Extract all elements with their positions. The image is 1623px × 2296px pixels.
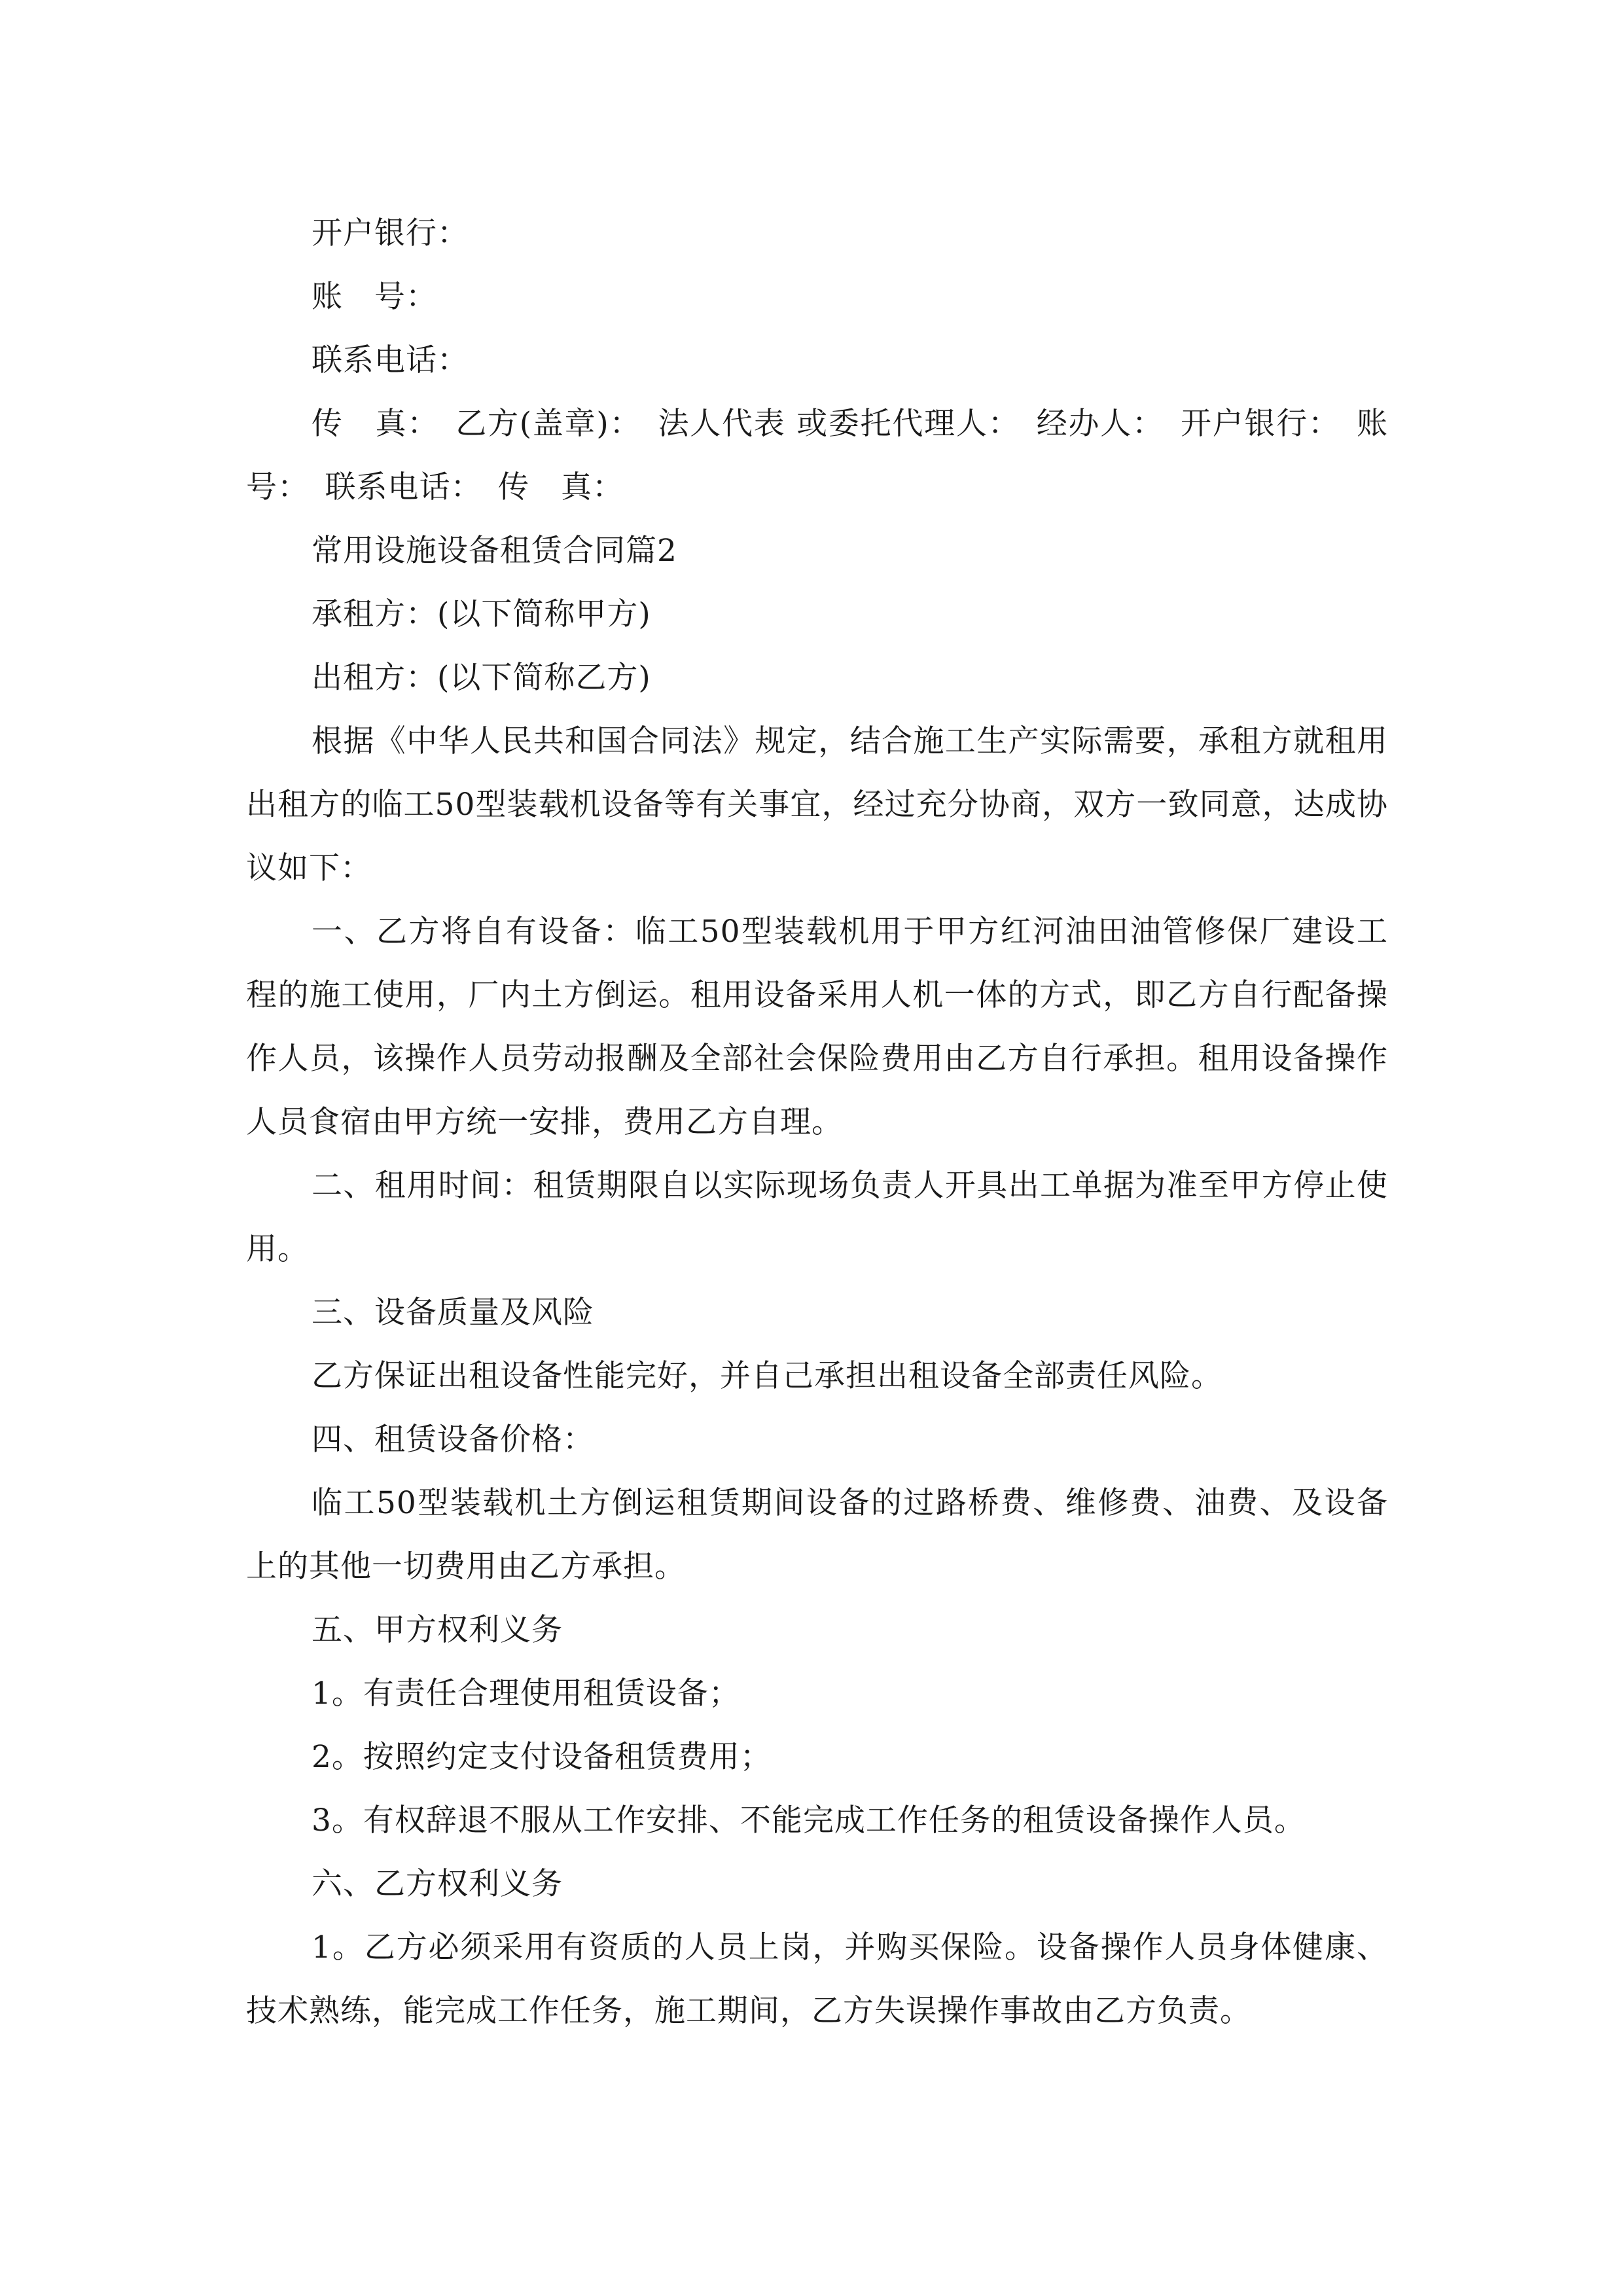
clause-5-heading: 五、甲方权利义务: [312, 1612, 563, 1648]
account-line: 账 号：: [312, 279, 437, 315]
clause-5-item-2: 2。按照约定支付设备租赁费用；: [312, 1739, 772, 1775]
party-b-signature-block: 传 真： 乙方(盖章)： 法人代表 或委托代理人： 经办人： 开户银行： 账号： 联系电话： 传 真：: [246, 406, 1388, 505]
bank-line: 开户银行：: [312, 215, 469, 251]
document-body: [246, 202, 1388, 2043]
contract-title: 常用设施设备租赁合同篇2: [312, 533, 677, 569]
phone-line: 联系电话：: [312, 342, 469, 378]
clause-5-item-3: 3。有权辞退不服从工作安排、不能完成工作任务的租赁设备操作人员。: [312, 1803, 1306, 1839]
lessee-line: 承租方：(以下简称甲方): [312, 596, 651, 632]
clause-1-paragraph: 一、乙方将自有设备：临工50型装载机用于甲方红河油田油管修保厂建设工程的施工使用，厂内土方倒运。租用设备采用人机一体的方式，即乙方自行配备操作人员，该操作人员劳动报酬及全部社会保险费用由乙方自行承担。租用设备操作人员食宿由甲方统一安排，费用乙方自理。: [246, 914, 1388, 1140]
clause-5-item-1: 1。有责任合理使用租赁设备；: [312, 1676, 740, 1712]
preamble-paragraph: 根据《中华人民共和国合同法》规定，结合施工生产实际需要，承租方就租用出租方的临工50型装载机设备等有关事宜，经过充分协商，双方一致同意，达成协议如下：: [246, 723, 1388, 886]
clause-6-item-1: 1。乙方必须采用有资质的人员上岗，并购买保险。设备操作人员身体健康、技术熟练，能完成工作任务，施工期间，乙方失误操作事故由乙方负责。: [246, 1929, 1388, 2029]
clause-6-heading: 六、乙方权利义务: [312, 1866, 563, 1902]
clause-4-heading: 四、租赁设备价格：: [312, 1422, 594, 1458]
lessor-line: 出租方：(以下简称乙方): [312, 660, 651, 696]
clause-3-paragraph: 乙方保证出租设备性能完好，并自己承担出租设备全部责任风险。: [312, 1358, 1222, 1394]
clause-4-paragraph: 临工50型装载机土方倒运租赁期间设备的过路桥费、维修费、油费、及设备上的其他一切费用由乙方承担。: [246, 1485, 1388, 1585]
clause-3-heading: 三、设备质量及风险: [312, 1295, 594, 1331]
clause-2-paragraph: 二、租用时间：租赁期限自以实际现场负责人开具出工单据为准至甲方停止使用。: [246, 1168, 1388, 1267]
